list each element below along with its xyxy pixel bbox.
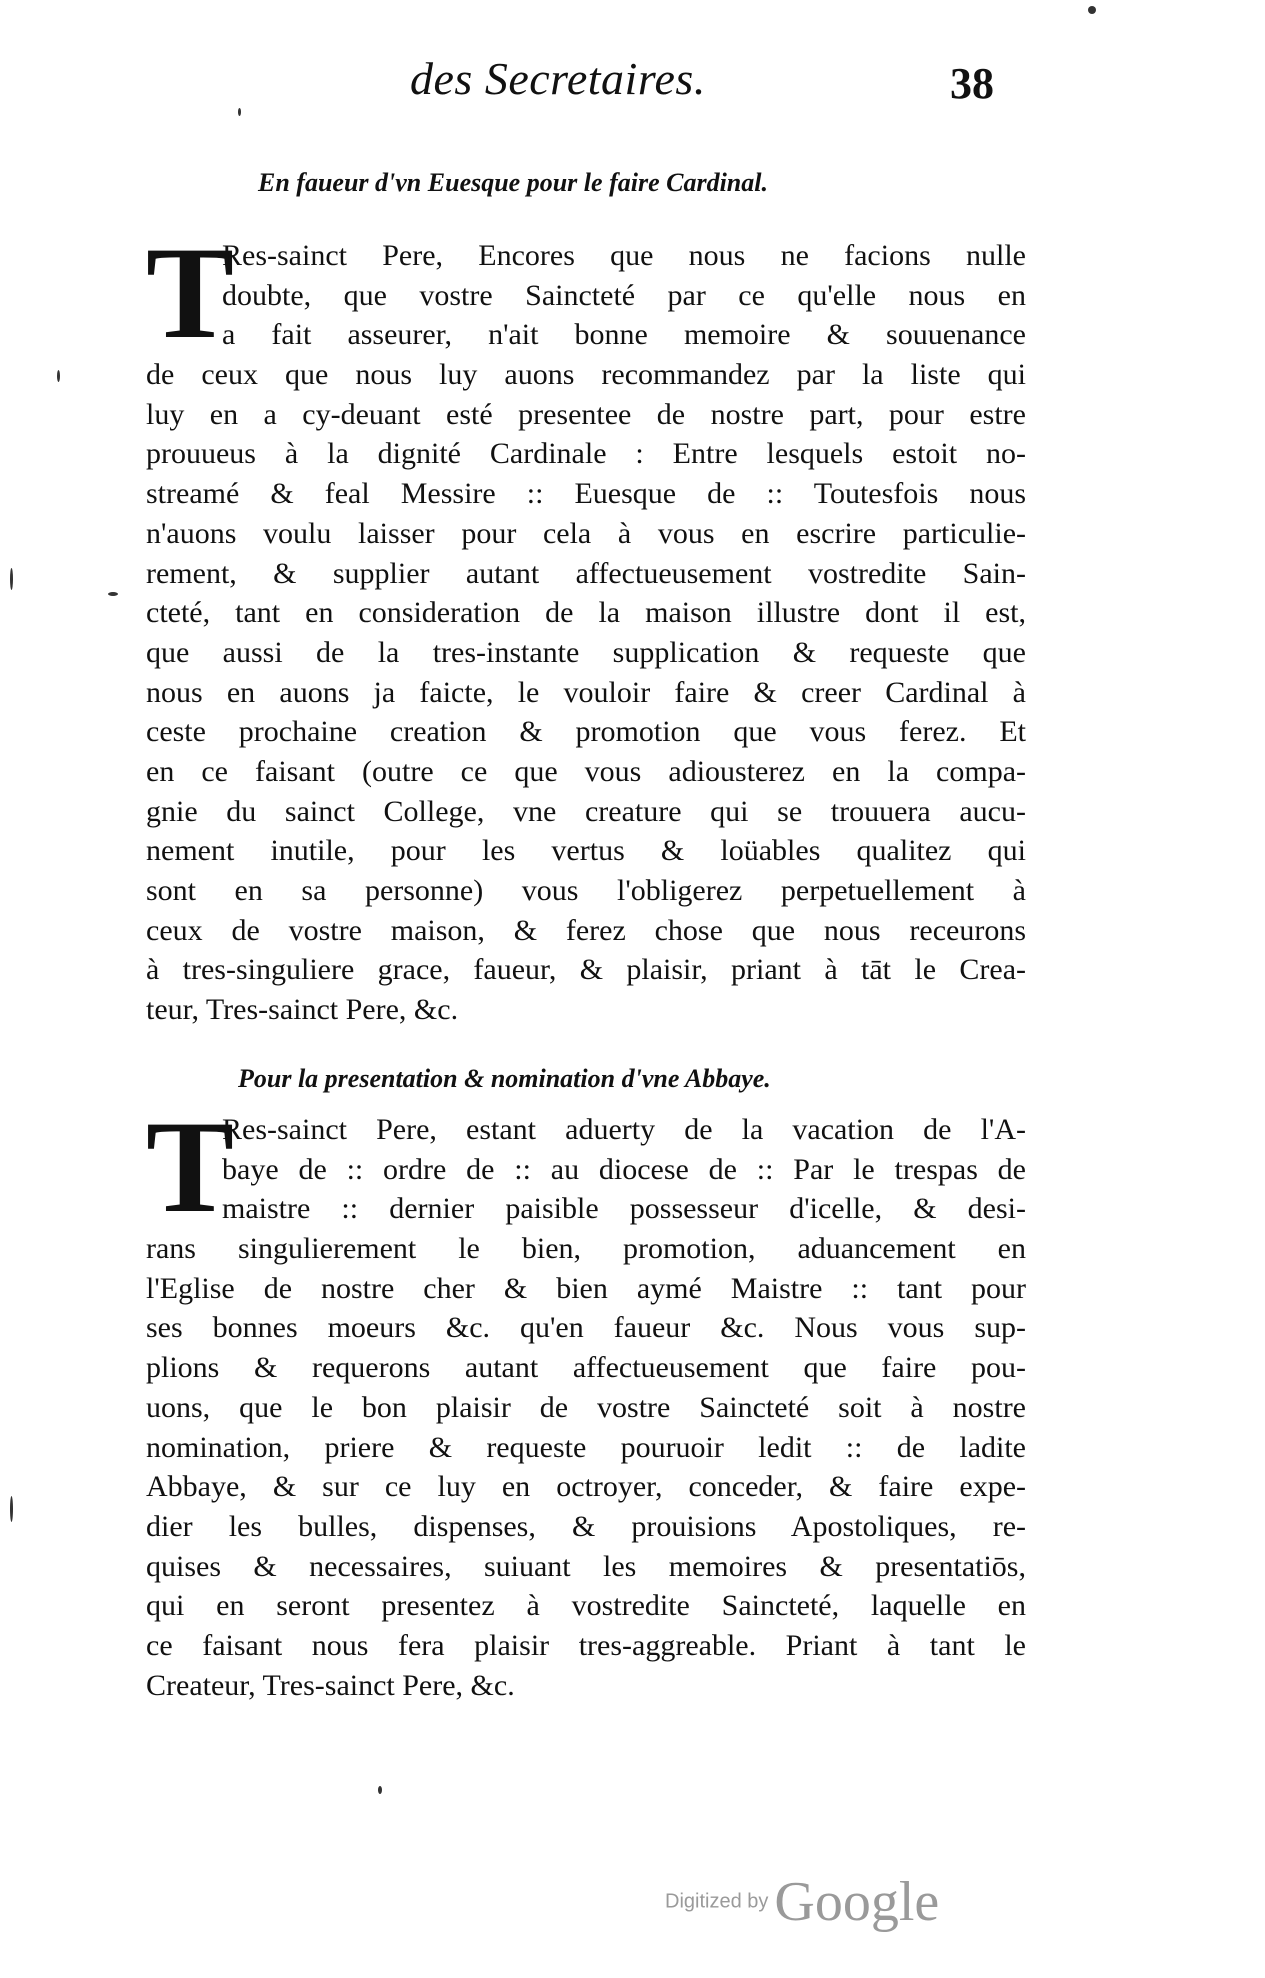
text-line: plions & requerons autant affectueusement que faire pou- (146, 1351, 1026, 1385)
letter-heading: En faueur d'vn Euesque pour le faire Cardinal. (258, 168, 768, 197)
text-line: rans singulierement le bien, promotion, aduancement en (146, 1232, 1026, 1266)
digitized-by-google-watermark (665, 1870, 939, 1934)
text-line: sont en sa personne) vous l'obligerez perpetuellement à (146, 874, 1026, 907)
text-line: ceux de vostre maison, & ferez chose que nous receurons (146, 913, 1026, 947)
watermark-prefix: Digitized by (665, 1890, 769, 1913)
text-line: uons, que le bon plaisir de vostre Saincteté soit à nostre (146, 1390, 1026, 1424)
page-number: 38 (950, 59, 994, 108)
text-line: l'Eglise de nostre cher & bien aymé Maistre :: tant pour (146, 1271, 1026, 1305)
text-line: de ceux que nous luy auons recommandez par la liste qui (146, 358, 1026, 392)
scan-speck (378, 1786, 382, 1794)
text-line: cteté, tant en consideration de la maison illustre dont il est, (146, 596, 1026, 630)
watermark-brand: Google (774, 1871, 940, 1933)
text-line: que aussi de la tres-instante supplication & requeste que (146, 635, 1026, 669)
running-head: des Secretaires. (410, 53, 706, 104)
letter-body (146, 1093, 1026, 1705)
text-line: rement, & supplier autant affectueusement vostredite Sain- (146, 556, 1026, 590)
text-line: Res-sainct Pere, estant aduerty de la vacation de l'A- (222, 1113, 1026, 1146)
text-line: qui en seront presentez à vostredite Saincteté, laquelle en (146, 1589, 1026, 1623)
text-line: nous en auons ja faicte, le vouloir faire & creer Cardinal à (146, 675, 1026, 709)
text-line: nement inutile, pour les vertus & loüables qualitez qui (146, 834, 1026, 868)
scan-speck (238, 108, 241, 116)
text-line: dier les bulles, dispenses, & prouisions Apostoliques, re- (146, 1509, 1026, 1543)
text-line: Abbaye, & sur ce luy en octroyer, conceder, & faire expe- (146, 1470, 1026, 1504)
drop-cap-initial: T (146, 1093, 235, 1240)
text-line: quises & necessaires, suiuant les memoires & presentatiōs, (146, 1549, 1026, 1583)
text-line: nomination, priere & requeste pouruoir ledit :: de ladite (146, 1430, 1026, 1464)
text-line: prouueus à la dignité Cardinale : Entre lesquels estoit no- (146, 437, 1026, 471)
text-line: luy en a cy-deuant esté presentee de nostre part, pour estre (146, 397, 1026, 431)
letter-heading: Pour la presentation & nomination d'vne Abbaye. (238, 1064, 771, 1093)
drop-cap-initial: T (146, 219, 235, 366)
text-line: ceste prochaine creation & promotion que vous ferez. Et (146, 715, 1026, 749)
text-line: n'auons voulu laisser pour cela à vous en escrire particulie- (146, 516, 1026, 550)
text-line: teur, Tres-sainct Pere, &c. (146, 993, 459, 1027)
text-line: a fait asseurer, n'ait bonne memoire & souuenance (222, 318, 1026, 352)
scan-speck (10, 568, 13, 590)
scan-speck (1088, 6, 1096, 14)
text-line: en ce faisant (outre ce que vous adiousterez en la compa- (146, 754, 1026, 788)
text-line: à tres-singuliere grace, faueur, & plaisir, priant à tāt le Crea- (146, 953, 1026, 987)
text-line: doubte, que vostre Saincteté par ce qu'elle nous en (222, 278, 1026, 312)
text-line: Res-sainct Pere, Encores que nous ne facions nulle (222, 239, 1026, 272)
scan-speck (57, 370, 60, 382)
text-line: Createur, Tres-sainct Pere, &c. (146, 1668, 515, 1702)
letter-body (146, 219, 1026, 1030)
text-line: maistre :: dernier paisible possesseur d'icelle, & desi- (222, 1192, 1026, 1226)
text-line: streamé & feal Messire :: Euesque de :: Toutesfois nous (146, 477, 1026, 511)
text-line: ses bonnes moeurs &c. qu'en faueur &c. Nous vous sup- (146, 1311, 1026, 1345)
scan-speck (10, 1496, 13, 1522)
scan-speck (108, 592, 118, 596)
text-line: baye de :: ordre de :: au diocese de :: Par le trespas de (222, 1152, 1026, 1186)
text-line: gnie du sainct College, vne creature qui se trouuera aucu- (146, 794, 1026, 828)
text-line: ce faisant nous fera plaisir tres-aggreable. Priant à tant le (146, 1628, 1026, 1662)
